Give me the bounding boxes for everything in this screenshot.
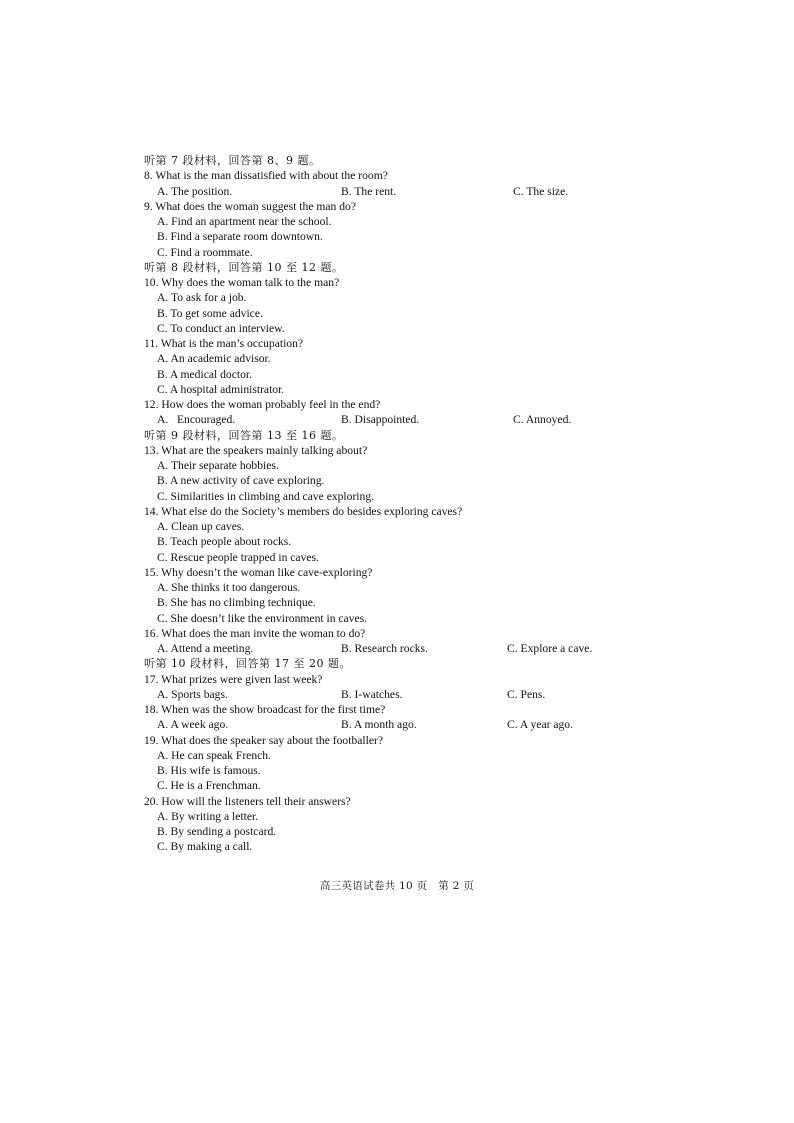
question-20-option-b: B. By sending a postcard. (157, 825, 277, 838)
question-20-option-c: C. By making a call. (157, 840, 253, 854)
question-11-option-c: C. A hospital administrator. (157, 382, 285, 396)
section-heading-8: 听第 8 段材料，回答第 10 至 12 题。 (144, 260, 344, 274)
question-20-stem: 20. How will the listeners tell their answers? (144, 794, 351, 808)
question-18-stem: 18. When was the show broadcast for the first time? (144, 703, 386, 716)
question-17-option-a: A. Sports bags. (157, 687, 228, 701)
question-13-option-c: C. Similarities in climbing and cave exploring. (157, 489, 375, 503)
question-8-options (144, 184, 664, 199)
question-18-option-a: A. A week ago. (157, 718, 229, 732)
question-13-stem: 13. What are the speakers mainly talking about? (144, 443, 368, 457)
question-8-option-a: A. The position. (157, 184, 233, 198)
question-17-stem: 17. What prizes were given last week? (144, 672, 323, 686)
question-19-option-c: C. He is a Frenchman. (157, 779, 261, 793)
question-9-option-c: C. Find a roommate. (157, 245, 253, 259)
question-16-options (144, 641, 664, 656)
section-heading-7: 听第 7 段材料，回答第 8、9 题。 (144, 154, 321, 167)
question-18-option-c: C. A year ago. (507, 718, 574, 732)
question-18-options (144, 717, 664, 732)
question-16-option-b: B. Research rocks. (341, 642, 428, 655)
question-12-stem: 12. How does the woman probably feel in the end? (144, 398, 381, 411)
question-16-stem: 16. What does the man invite the woman to do? (144, 626, 366, 640)
question-14-option-b: B. Teach people about rocks. (157, 535, 292, 549)
question-11-option-b: B. A medical doctor. (157, 367, 252, 381)
question-8-option-b: B. The rent. (341, 184, 397, 198)
section-heading-9: 听第 9 段材料，回答第 13 至 16 题。 (144, 428, 344, 442)
question-8-option-c: C. The size. (513, 184, 569, 198)
question-12-options (144, 412, 664, 427)
question-15-stem: 15. Why doesn’t the woman like cave-exploring? (144, 565, 373, 579)
question-9-option-b: B. Find a separate room downtown. (157, 230, 323, 244)
question-18-option-b: B. A month ago. (341, 718, 417, 732)
question-8-stem: 8. What is the man dissatisfied with about the room? (144, 169, 388, 183)
question-13-option-b: B. A new activity of cave exploring. (157, 474, 325, 488)
question-19-stem: 19. What does the speaker say about the footballer? (144, 733, 383, 747)
question-12-option-b: B. Disappointed. (341, 413, 420, 427)
question-9-option-a: A. Find an apartment near the school. (157, 215, 332, 228)
question-16-option-a: A. Attend a meeting. (157, 642, 254, 655)
question-17-option-c: C. Pens. (507, 687, 546, 701)
question-14-option-c: C. Rescue people trapped in caves. (157, 550, 319, 564)
question-14-option-a: A. Clean up caves. (157, 520, 245, 533)
question-11-stem: 11. What is the man’s occupation? (144, 337, 304, 350)
question-9-stem: 9. What does the woman suggest the man do? (144, 199, 356, 213)
question-15-option-a: A. She thinks it too dangerous. (157, 581, 301, 594)
question-15-option-b: B. She has no climbing technique. (157, 596, 316, 610)
question-16-option-c: C. Explore a cave. (507, 642, 593, 655)
question-15-option-c: C. She doesn’t like the environment in caves. (157, 611, 368, 625)
section-heading-10: 听第 10 段材料，回答第 17 至 20 题。 (144, 657, 351, 671)
page-footer: 高三英语试卷共 10 页 第 2 页 (319, 880, 475, 892)
question-12-option-a: A. Encouraged. (157, 413, 236, 427)
question-list (144, 153, 664, 855)
question-20-option-a: A. By writing a letter. (157, 809, 259, 823)
question-10-option-a: A. To ask for a job. (157, 291, 247, 305)
question-11-option-a: A. An academic advisor. (157, 352, 271, 366)
question-19-option-a: A. He can speak French. (157, 748, 271, 762)
question-12-option-c: C. Annoyed. (513, 413, 572, 427)
question-19-option-b: B. His wife is famous. (157, 764, 261, 777)
question-10-option-b: B. To get some advice. (157, 306, 263, 320)
question-17-option-b: B. I-watches. (341, 687, 403, 701)
question-14-stem: 14. What else do the Society’s members do besides exploring caves? (144, 504, 463, 518)
question-10-option-c: C. To conduct an interview. (157, 321, 285, 335)
question-13-option-a: A. Their separate hobbies. (157, 459, 279, 472)
question-17-options (144, 687, 664, 702)
question-10-stem: 10. Why does the woman talk to the man? (144, 276, 340, 289)
